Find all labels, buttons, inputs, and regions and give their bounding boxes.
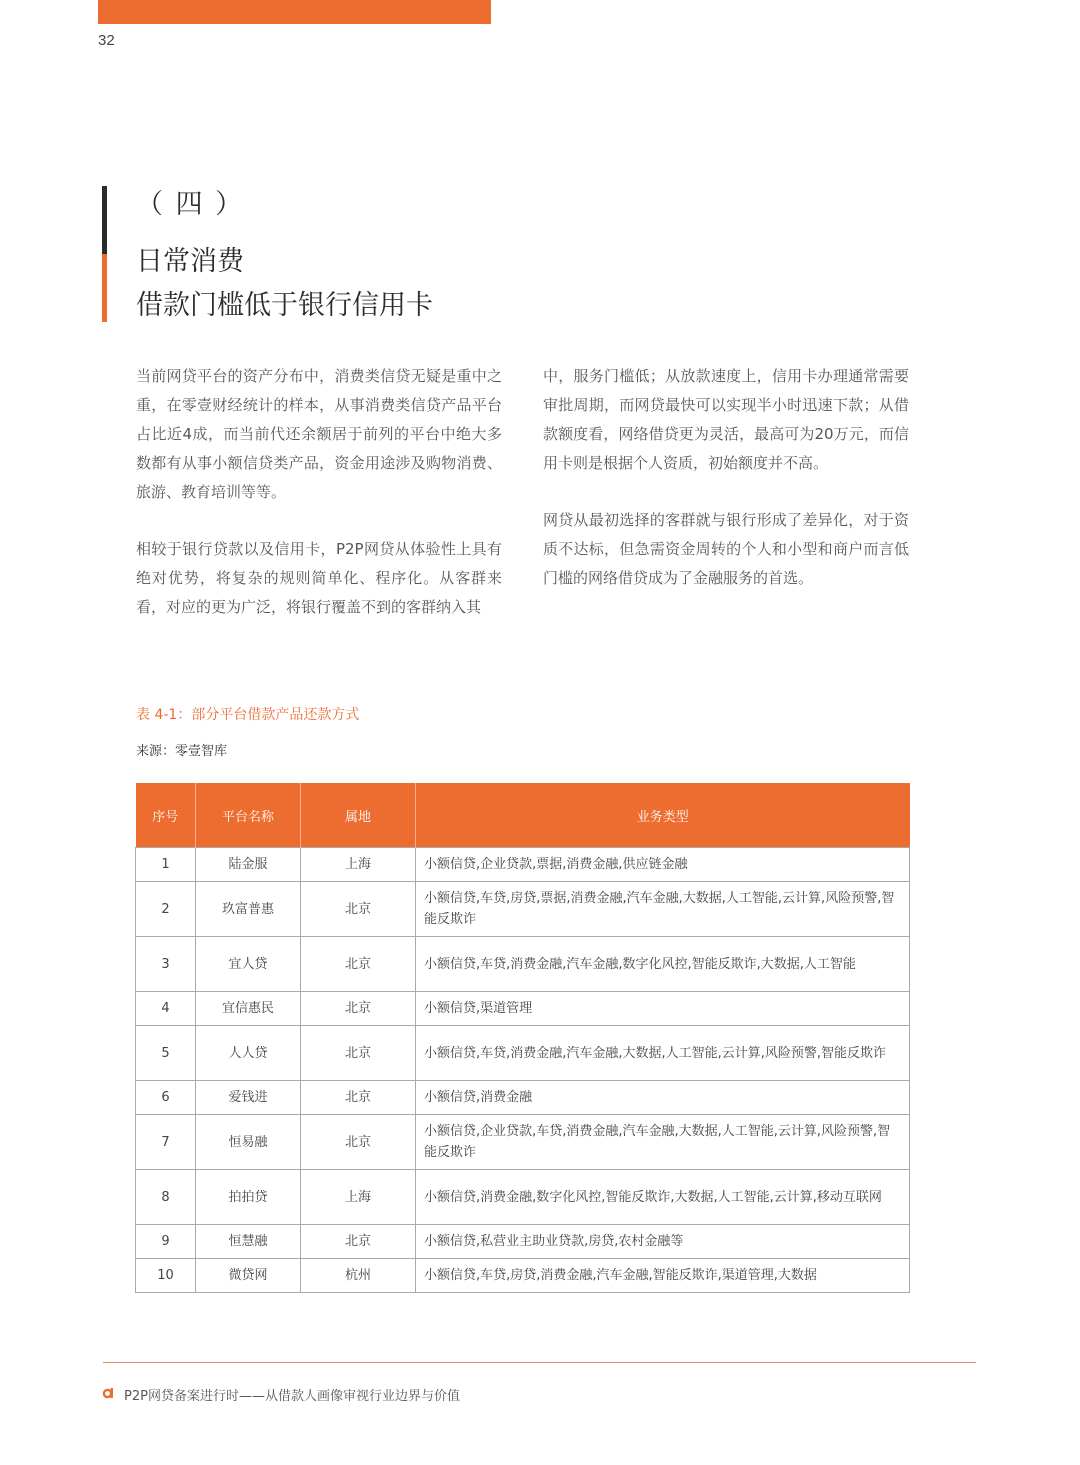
cell-platform: 人人贷 <box>196 1026 301 1081</box>
cell-index: 9 <box>136 1225 196 1259</box>
table-row <box>136 992 910 1026</box>
table-row <box>136 1225 910 1259</box>
platform-table <box>135 783 910 1293</box>
table-source: 来源：零壹智库 <box>136 744 228 759</box>
header-location: 属地 <box>301 783 416 848</box>
table-row <box>136 882 910 937</box>
header-business: 业务类型 <box>416 783 910 848</box>
table-row <box>136 1170 910 1225</box>
cell-index: 10 <box>136 1259 196 1293</box>
cell-platform: 爱钱进 <box>196 1081 301 1115</box>
cell-index: 7 <box>136 1115 196 1170</box>
cell-business: 小额信贷,车贷,消费金融,汽车金融,大数据,人工智能,云计算,风险预警,智能反欺诈 <box>416 1026 910 1081</box>
cell-location: 北京 <box>301 937 416 992</box>
table-row <box>136 1026 910 1081</box>
paragraph: 当前网贷平台的资产分布中，消费类信贷无疑是重中之重，在零壹财经统计的样本，从事消费类信贷产品平台占比近4成，而当前代还余额居于前列的平台中绝大多数都有从事小额信贷类产品，资金用途涉及购物消费、旅游、教育培训等等。 <box>136 367 502 501</box>
cell-location: 北京 <box>301 1225 416 1259</box>
cell-location: 北京 <box>301 1115 416 1170</box>
table-row <box>136 1081 910 1115</box>
cell-business: 小额信贷,车贷,消费金融,汽车金融,数字化风控,智能反欺诈,大数据,人工智能 <box>416 937 910 992</box>
cell-location: 杭州 <box>301 1259 416 1293</box>
paragraph: 网贷从最初选择的客群就与银行形成了差异化，对于资质不达标，但急需资金周转的个人和小型和商户而言低门槛的网络借贷成为了金融服务的首选。 <box>543 511 909 587</box>
cell-index: 8 <box>136 1170 196 1225</box>
cell-business: 小额信贷,消费金融,数字化风控,智能反欺诈,大数据,人工智能,云计算,移动互联网 <box>416 1170 910 1225</box>
section-number: （ 四 ） <box>136 189 245 220</box>
table-row <box>136 848 910 882</box>
heading-marker-accent <box>102 254 107 322</box>
cell-business: 小额信贷,消费金融 <box>416 1081 910 1115</box>
brand-logo-icon <box>102 1387 114 1399</box>
paragraph: 相较于银行贷款以及信用卡，P2P网贷从体验性上具有绝对优势，将复杂的规则简单化、程序化。从客群来看，对应的更为广泛，将银行覆盖不到的客群纳入其 <box>136 540 502 616</box>
cell-index: 6 <box>136 1081 196 1115</box>
footer-title: P2P网贷备案进行时——从借款人画像审视行业边界与价值 <box>124 1389 460 1404</box>
header-index: 序号 <box>136 783 196 848</box>
table-row <box>136 1259 910 1293</box>
cell-platform: 宜人贷 <box>196 937 301 992</box>
cell-business: 小额信贷,渠道管理 <box>416 992 910 1026</box>
cell-index: 3 <box>136 937 196 992</box>
cell-business: 小额信贷,车贷,房贷,票据,消费金融,汽车金融,大数据,人工智能,云计算,风险预警,智能反欺诈 <box>416 882 910 937</box>
cell-business: 小额信贷,车贷,房贷,消费金融,汽车金融,智能反欺诈,渠道管理,大数据 <box>416 1259 910 1293</box>
footer-divider <box>103 1362 976 1363</box>
cell-platform: 微贷网 <box>196 1259 301 1293</box>
cell-business: 小额信贷,企业贷款,票据,消费金融,供应链金融 <box>416 848 910 882</box>
cell-location: 上海 <box>301 848 416 882</box>
table-row <box>136 937 910 992</box>
table-header-row <box>136 783 910 848</box>
cell-index: 2 <box>136 882 196 937</box>
cell-location: 北京 <box>301 1026 416 1081</box>
cell-platform: 宜信惠民 <box>196 992 301 1026</box>
cell-business: 小额信贷,企业贷款,车贷,消费金融,汽车金融,大数据,人工智能,云计算,风险预警,智能反欺诈 <box>416 1115 910 1170</box>
table-caption: 表 4-1：部分平台借款产品还款方式 <box>136 707 360 723</box>
body-column-right <box>543 362 909 621</box>
top-accent-bar <box>98 0 491 24</box>
section-title: 日常消费 <box>136 246 244 277</box>
heading-marker-dark <box>102 186 107 254</box>
cell-platform: 恒易融 <box>196 1115 301 1170</box>
body-column-left <box>136 362 502 650</box>
cell-business: 小额信贷,私营业主助业贷款,房贷,农村金融等 <box>416 1225 910 1259</box>
cell-location: 北京 <box>301 882 416 937</box>
cell-index: 5 <box>136 1026 196 1081</box>
cell-platform: 拍拍贷 <box>196 1170 301 1225</box>
cell-location: 上海 <box>301 1170 416 1225</box>
cell-platform: 恒慧融 <box>196 1225 301 1259</box>
cell-platform: 玖富普惠 <box>196 882 301 937</box>
cell-location: 北京 <box>301 992 416 1026</box>
header-platform: 平台名称 <box>196 783 301 848</box>
cell-index: 4 <box>136 992 196 1026</box>
table-row <box>136 1115 910 1170</box>
paragraph: 中，服务门槛低；从放款速度上，信用卡办理通常需要审批周期，而网贷最快可以实现半小时迅速下款；从借款额度看，网络借贷更为灵活，最高可为20万元，而信用卡则是根据个人资质，初始额度并不高。 <box>543 367 909 472</box>
page-number: 32 <box>98 32 115 49</box>
cell-index: 1 <box>136 848 196 882</box>
cell-platform: 陆金服 <box>196 848 301 882</box>
section-subtitle: 借款门槛低于银行信用卡 <box>136 290 433 321</box>
cell-location: 北京 <box>301 1081 416 1115</box>
